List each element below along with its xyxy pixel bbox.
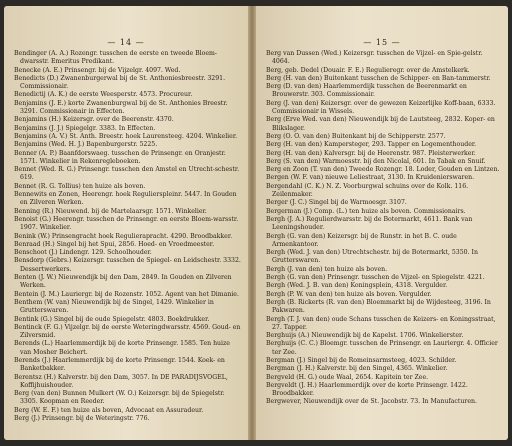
directory-entry: Benjamins (J. J.) Spiegelgr. 3383. In Effecten. — [14, 124, 156, 132]
directory-entry: Bergh (B. Rickerts (R. van den) Bloemmarkt bij de Wijdesteeg, 3196. In Pakwaren. — [266, 298, 491, 315]
directory-entry: Berg (S. van den) Warmoesstr. bij den Nicolaï, 601. In Tabak en Snuif. — [266, 157, 486, 165]
directory-entry: Bergh (Wed. J. B. van den) Koningsplein, 4318. Vergulder. — [266, 282, 448, 290]
directory-entry: Benning (R.) Nieuwend. bij de Martelaarsgr. 1571. Winkelier. — [14, 207, 207, 215]
directory-entry: Benthem (W. van) Nieuwendijk bij de Singel, 1429. Winkelier in Grutterswaren. — [14, 298, 214, 315]
page-number-right: — 15 — — [363, 38, 401, 47]
directory-entry: Benink (W.) Prinsengracht hoek Regulierapracht. 4290. Broodbakker. — [14, 232, 233, 240]
directory-entry: Bergh (J. van den) ten huize als boven. — [266, 265, 388, 273]
directory-entry: Berger (J. C.) Singel bij de Warmoesgr. 3107. — [266, 199, 407, 207]
directory-entry: Bergman (J.) Singel bij de Romeinsarmsteeg, 4023. Schilder. — [266, 356, 457, 364]
right-page — [256, 6, 508, 440]
directory-entry: Benraad (H.) Singel bij het Spui, 2856. Hoed- en Vroedmeester. — [14, 240, 215, 248]
directory-entry: Berg (W. E. F.) ten huize als boven, Advocaat en Assuradeur. — [14, 406, 204, 414]
directory-entries-right — [266, 50, 502, 407]
directory-entry: Benten (J. W.) Nieuwendijk bij den Dam, 2849. In Gouden en Zilveren Werken. — [14, 274, 232, 290]
directory-entry: Berg (Erve Wed. van den) Nieuwendijk bij de Lautsteeg, 2832. Koper- en Blikslager. — [266, 116, 495, 132]
directory-entry: Bergh (P. W. van den) ten huize als boven. Vergulder. — [266, 290, 432, 298]
directory-entry: Berg (van den) Bunnen Mulkert (W. O.) Keizersgr. bij de Spiegelstr. 3305. Koopman en Reeder. — [14, 390, 225, 406]
directory-entry: Bergh (Wed. J. van den) Utrechtschestr. bij de Botermarkt, 5350. In Grutterswaren. — [266, 249, 478, 265]
directory-entry: Bergh (G. van den) Keizersgr. bij de Runstr. in het B. C. oude Armenkantoor. — [266, 232, 457, 248]
book-gutter — [248, 6, 256, 440]
directory-entry: Berg en Zoon (T. van den) Tweede Rozengr. 18. Loder, Gouden en Lintzen. — [266, 166, 500, 174]
directory-entry: Benecke (A. E.) Prinsengr. bij de Vijzelgr. 4097. Wed. — [14, 66, 181, 74]
directory-entry: Benjamins (Wed. H. J.) Bapenburgerstr. 5225. — [14, 141, 158, 149]
directory-entry: Benoist (G.) Heerengr. tusschen de Prinsengr. en eerste Bloem-warsstr. 1907. Winkelier. — [14, 215, 239, 232]
directory-entry: Bergveld (H. G.) oude Waal, 2654. Kapitein ter Zee. — [266, 373, 429, 381]
directory-entry: Berentsz (H.) Kalverstr. bij den Dam, 3057. In DE PARADIJSVOGEL, Koffijhuishouder. — [14, 373, 228, 389]
directory-entry: Benjamins (A. V.) St. Anth. Breestr. hoek Laurensteeg. 4204. Winkelier. — [14, 132, 238, 140]
directory-entry: Berends (J.) Haarlemmerdijk bij de korte Prinsengr. 1544. Koek- en Banketbakker. — [14, 356, 225, 373]
directory-entry: Bennet (Wed. R. G.) Prinsengr. tusschen den Amstel en Utrecht-schestr. 619. — [14, 166, 240, 182]
directory-entry: Berghuijs (A.) Nieuwendijk bij de Kapelst. 1706. Winkelierster. — [266, 332, 464, 340]
directory-entry: Bergwever, Nieuwendijk over de St. Jacobstr. 73. In Manufacturen. — [266, 398, 477, 406]
directory-entry: Berg van Dussen (Wed.) Keizersgr. tusschen de Vijzel- en Spie-gelstr. 4064. — [266, 50, 483, 66]
directory-entry: Bergveldt (J. H.) Haarlemmerdijk over de korte Prinsengr. 1422. Broodbakker. — [266, 381, 468, 398]
directory-entry: Bergman (J. H.) Kalverstr. bij den Singel, 4365. Winkelier. — [266, 365, 448, 373]
directory-entry: Berg (H. van den) Kalversgr. bij de Heerenstr. 987. Pleisterwerker. — [266, 149, 476, 157]
directory-entry: Bentink (G.) Singel bij de oude Spiegelstr. 4803. Boekdrukker. — [14, 315, 210, 323]
directory-entry: Berghuijs (C. C.) Bloemgr. tusschen de Prinsengr. en Lauriergr. 4. Officier ter Zee. — [266, 340, 498, 356]
page-number-left: — 14 — — [107, 38, 145, 47]
directory-entry: Benjamins (H.) Keizersgr. over de Beerenstr. 4370. — [14, 116, 174, 124]
directory-entry: Bergh (T. J. van den) oude Schans tusschen de Keizers- en Koningsstraat, 27. Tapper. — [266, 315, 496, 331]
directory-entry: Benner (A. P.) Baanfdorswaeg. tusschen de Prinsengr. en Oranjestr. 1571. Winkelier in Rekenregleboeken. — [14, 149, 226, 165]
directory-entries-left — [14, 50, 242, 423]
directory-entry: Bensdorp (Gebrs.) Keizersgr. tusschen de Spiegel- en Leidschestr. 3332. Dessertwerkers. — [14, 257, 241, 273]
directory-entry: Bennewits en Zonen, Heerengr. hoek Regulierspleinr. 5447. In Gouden en Zilveren Werken. — [14, 191, 237, 207]
directory-entry: Bergerman (J.) Comp. (L.) ten huize als boven. Commissionairs. — [266, 207, 466, 215]
directory-entry: Berg (H. van den) Kampersteger, 293. Tapper en Logementhouder. — [266, 141, 477, 149]
book-spread — [4, 6, 508, 440]
directory-entry: Berg (O. O. van den) Buitenkant bij de Schipperstr. 2577. — [266, 132, 446, 140]
directory-entry: Bergen (W. F. van) nieuwe Leliestraat, 3130. In Kruidenierswaren. — [266, 174, 475, 182]
directory-entry: Berg (D. van den) Haarlemmerdijk tusschen de Beerenmarkt en Brouwerstr. 303. Commissionair. — [266, 83, 467, 99]
directory-entry: Benedicts (D.) Zwanenburgerwal bij de St. Anthoniesbreestr. 3291. Commissionair. — [14, 74, 226, 91]
directory-entry: Berg (H. van den) Buitenkant tusschen de Schipper- en Ban-tammerstr. — [266, 74, 491, 82]
directory-entry: Bentein (J. M.) Lauriergr. bij de Rozenstr. 1052. Agent van het Dimanie. — [14, 290, 239, 298]
directory-entry: Bergendahl (C. K.) N. Z. Voorburgwal schuins over de Kolk. 116. Zeilenmaker. — [266, 182, 469, 199]
directory-entry: Berg (J. van den) Keizersgr. over de gewezen Keizerlijke Koff-baan, 6333. Commissionair in Wissels. — [266, 99, 496, 116]
directory-entry: Benschoot (J.) Lindengr. 129. Schoolhouder. — [14, 249, 152, 257]
directory-entry: Bendinger (A. A.) Rozengr. tusschen de eerste en tweede Bloem-dwarsstr. Emeritus Predikant. — [14, 50, 217, 66]
directory-entry: Bennet (R. G. Tollius) ten huize als boven. — [14, 182, 146, 190]
left-page — [4, 6, 248, 440]
directory-entry: Bergh (G. van den) Prinsengr. tusschen de Vijzel- en Spiegelstr. 4221. — [266, 274, 485, 282]
directory-entry: Bergh (J. A.) Regulierdwarsstr. bij de Botermarkt, 4611. Bank van Leeningshouder. — [266, 215, 473, 232]
directory-entry: Berg (J.) Prinsengr. bij de Weteringstr. 776. — [14, 415, 150, 423]
directory-entry: Benjamins (J. E.) korte Zwanenburgwal bij de St. Anthonies Breestr. 3291. Commissionair in Effecten. — [14, 99, 228, 116]
directory-entry: Berg, geb. Dedel (Douair. F. E.) Regulieregr. over de Amstelkerk. — [266, 66, 470, 74]
directory-entry: Benedictij (A. K.) de eerste Weesperstr. 4573. Procureur. — [14, 91, 193, 99]
directory-entry: Bentinck (F. G.) Vijzelgr. bij de eerste Weteringdwarsstr. 4569. Goud- en Zilversmid. — [14, 323, 241, 340]
directory-entry: Berends (L.) Haarlemmerdijk bij de korte Prinsengr. 1585. Ten huize van Mosher Beichert. — [14, 340, 230, 356]
